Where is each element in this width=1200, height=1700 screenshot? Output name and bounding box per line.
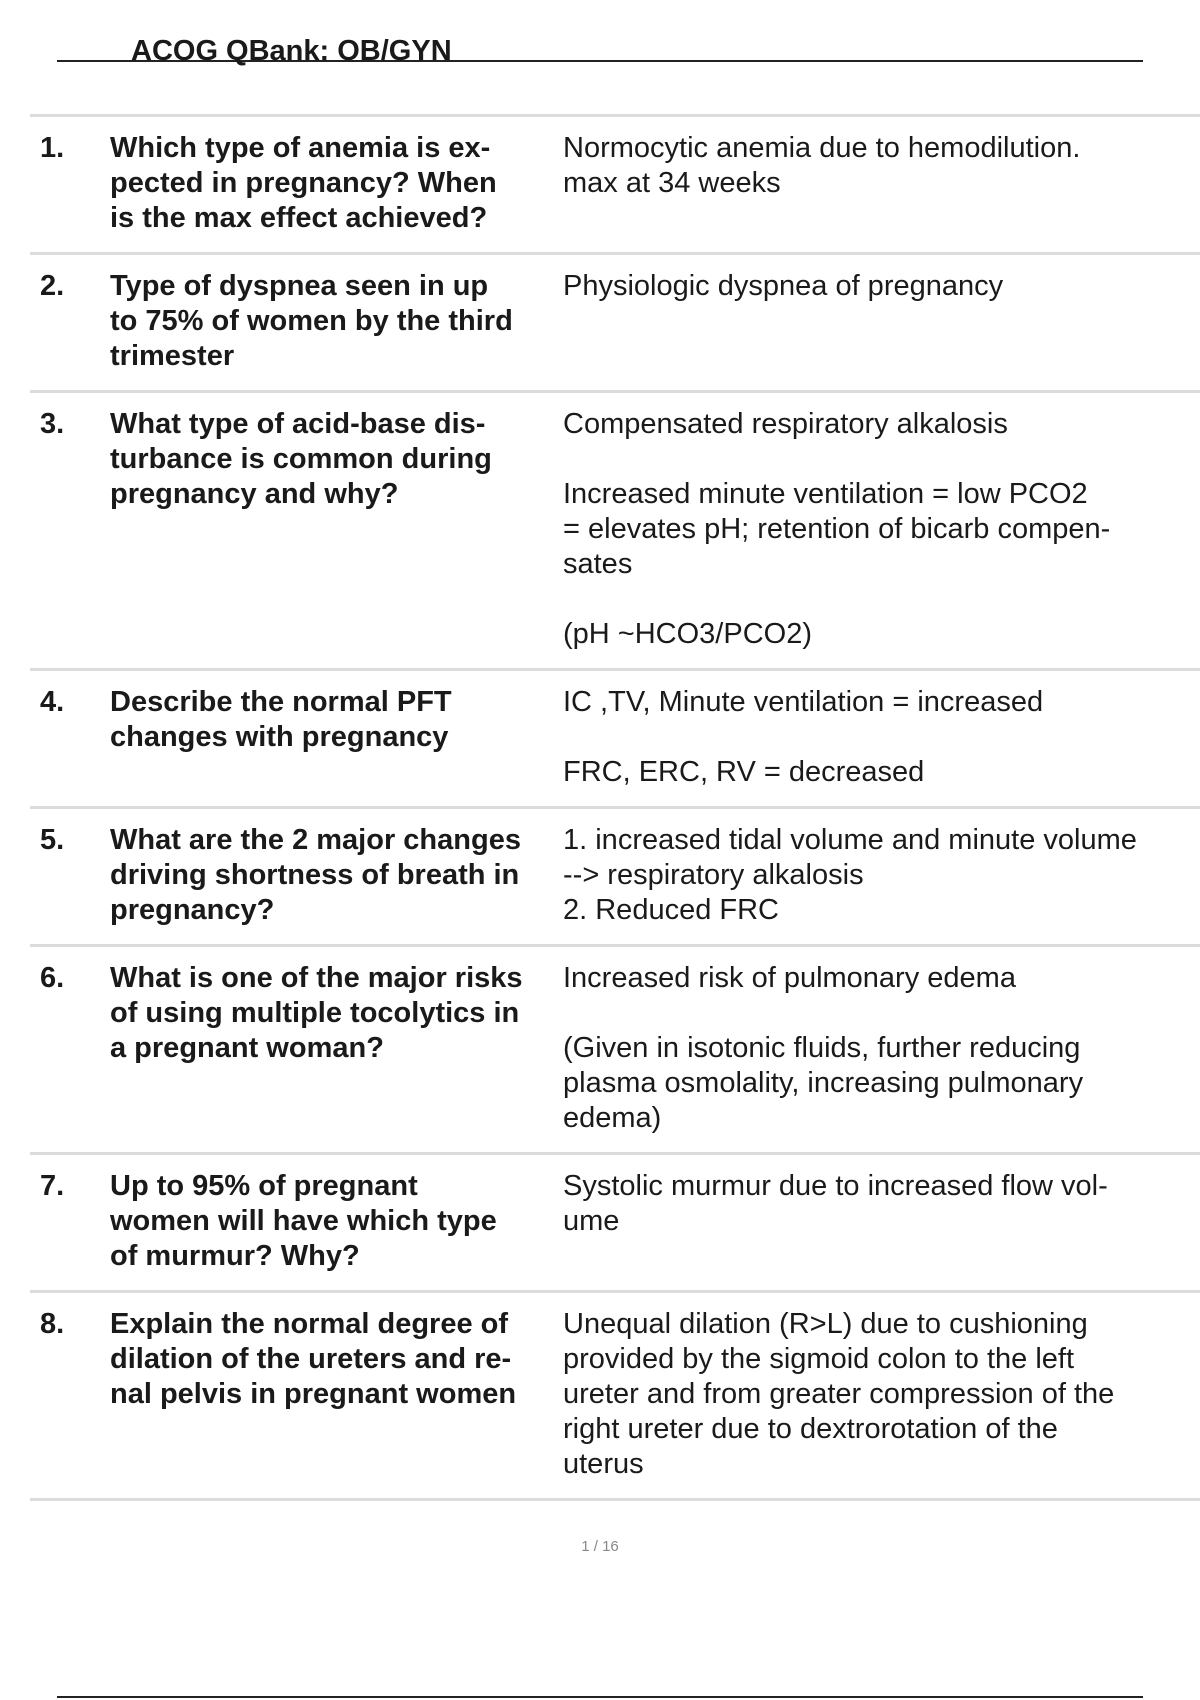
card-question: What is one of the major risks of using multiple tocolytics in a pregnant woman?: [110, 962, 523, 1064]
card-answer: Compensated respiratory alkalosis Increased minute ventilation = low PCO2 = elevates pH; retention of bicarb compen- sates (pH ~HCO3/PCO2): [563, 408, 1111, 650]
document-header: [57, 30, 1143, 67]
card-question: What type of acid-base dis- turbance is common during pregnancy and why?: [110, 408, 492, 510]
card-number: 8.: [40, 1308, 65, 1340]
card-number: 2.: [40, 270, 65, 302]
card-answer: Increased risk of pulmonary edema (Given in isotonic fluids, further reducing plasma osmolality, increasing pulmonary edema): [563, 962, 1084, 1134]
card-number: 6.: [40, 962, 65, 994]
flashcard-row: [30, 1155, 1200, 1293]
flashcard-row: [30, 671, 1200, 809]
flashcard-row: [30, 255, 1200, 393]
card-answer: 1. increased tidal volume and minute volume --> respiratory alkalosis 2. Reduced FRC: [563, 824, 1137, 926]
page-number: 1 / 16: [581, 1538, 619, 1555]
card-number: 4.: [40, 686, 65, 718]
flashcard-row: [30, 947, 1200, 1155]
card-question: Explain the normal degree of dilation of the ureters and re- nal pelvis in pregnant women: [110, 1308, 517, 1410]
card-question: Type of dyspnea seen in up to 75% of women by the third trimester: [110, 270, 513, 372]
flashcard-row: [30, 117, 1200, 255]
card-question: Describe the normal PFT changes with pregnancy: [110, 686, 452, 753]
card-number: 3.: [40, 408, 65, 440]
card-answer: Normocytic anemia due to hemodilution. max at 34 weeks: [563, 132, 1081, 199]
card-answer: IC ,TV, Minute ventilation = increased FRC, ERC, RV = decreased: [563, 686, 1044, 788]
flashcard-list: [30, 114, 1200, 1501]
flashcard-row: [30, 809, 1200, 947]
flashcard-row: [30, 393, 1200, 671]
card-number: 1.: [40, 132, 65, 164]
card-answer: Systolic murmur due to increased flow vol- ume: [563, 1170, 1108, 1237]
document-title: ACOG QBank: OB/GYN: [131, 35, 452, 67]
card-question: What are the 2 major changes driving shortness of breath in pregnancy?: [110, 824, 521, 926]
card-number: 7.: [40, 1170, 65, 1202]
flashcard-row: [30, 1293, 1200, 1501]
card-number: 5.: [40, 824, 65, 856]
card-answer: Unequal dilation (R>L) due to cushioning provided by the sigmoid colon to the left ureter and from greater compression of the right ureter due to dextrorotation of the uterus: [563, 1308, 1115, 1480]
card-answer: Physiologic dyspnea of pregnancy: [563, 270, 1004, 302]
card-question: Up to 95% of pregnant women will have which type of murmur? Why?: [110, 1170, 497, 1272]
footer-divider: [57, 1696, 1143, 1698]
card-question: Which type of anemia is ex- pected in pregnancy? When is the max effect achieved?: [110, 132, 497, 234]
